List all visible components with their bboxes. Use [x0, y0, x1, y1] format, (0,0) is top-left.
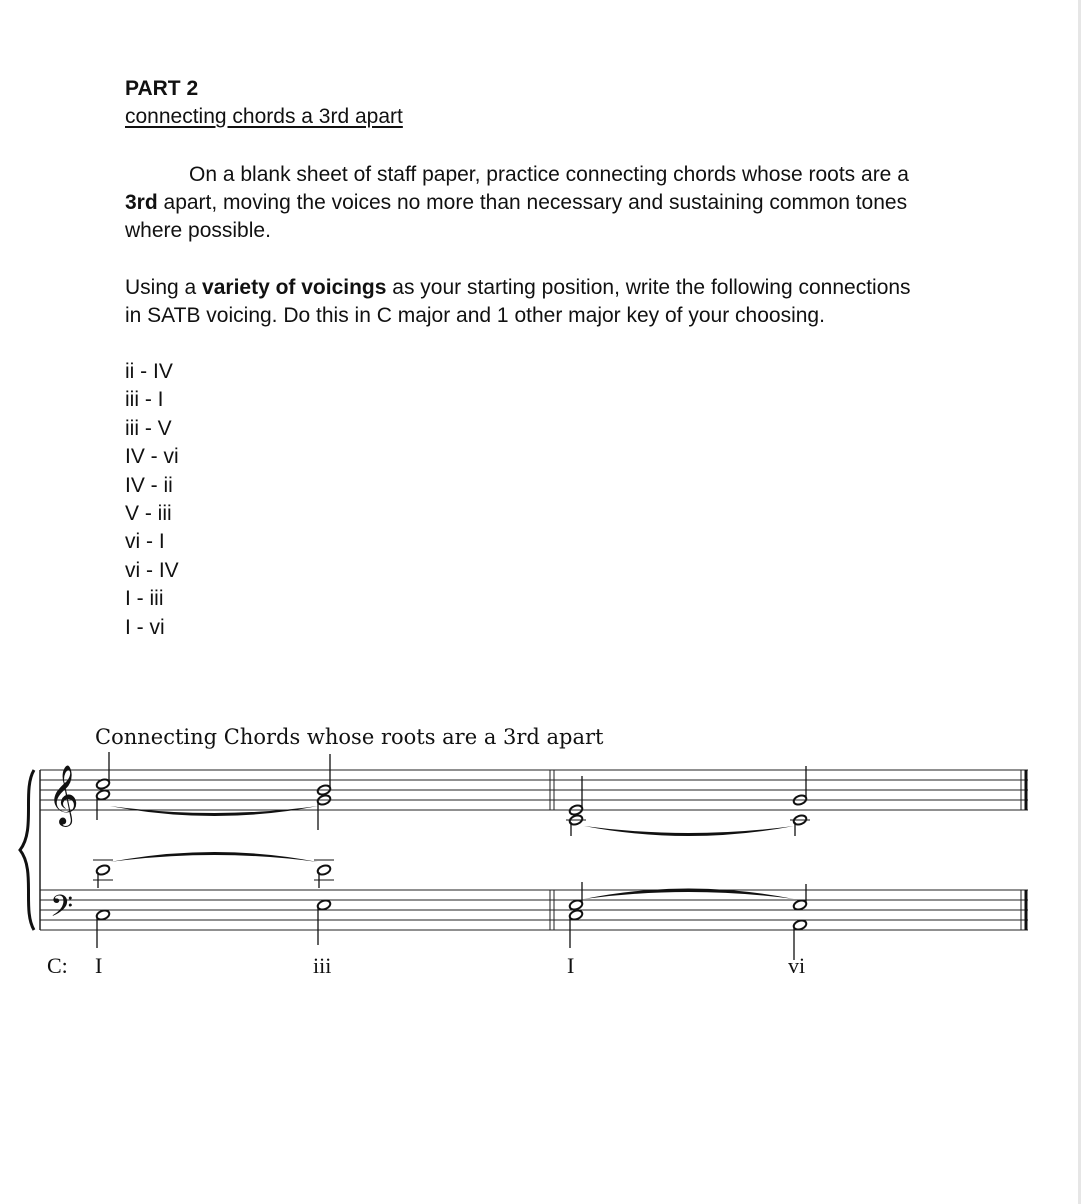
roman-numeral: I [567, 953, 575, 978]
p2-text-a: Using a [125, 276, 203, 299]
bass-clef-icon: 𝄢 [50, 890, 74, 931]
list-item: IV - vi [125, 445, 179, 469]
chord-vi [790, 766, 810, 960]
treble-clef-icon: 𝄞 [48, 765, 79, 825]
p2-text-b: as your starting position, write the following connections in SATB voicing. Do this in C major and 1 other major key of your choosing. [125, 276, 911, 327]
p1-text-a: On a blank sheet of staff paper, practice connecting chords whose roots are a [189, 163, 909, 186]
final-barline [1021, 770, 1026, 930]
list-item: I - vi [125, 615, 165, 639]
p1-text-b: apart, moving the voices no more than necessary and sustaining common tones where possible. [125, 191, 908, 242]
roman-numeral: iii [313, 953, 332, 978]
list-item: vi - I [125, 530, 165, 554]
list-item: IV - ii [125, 473, 173, 497]
part-heading: PART 2 [125, 77, 199, 100]
chord-iii [314, 754, 334, 945]
part-subheading: connecting chords a 3rd apart [125, 105, 403, 128]
chord-i [93, 752, 113, 948]
roman-numeral: vi [788, 953, 806, 978]
list-item: ii - IV [125, 360, 173, 383]
treble-staff [40, 770, 1028, 810]
p2-bold: variety of voicings [202, 276, 387, 299]
roman-numeral: I [95, 953, 103, 978]
list-item: V - iii [125, 502, 172, 526]
ties [110, 806, 794, 899]
list-item: iii - I [125, 388, 164, 412]
double-barline [550, 770, 554, 930]
list-item: iii - V [125, 416, 172, 440]
score-title: Connecting Chords whose roots are a 3rd apart [95, 725, 604, 749]
list-item: I - iii [125, 587, 164, 611]
list-item: vi - IV [125, 558, 179, 582]
key-label: C: [47, 953, 68, 978]
bass-staff [40, 890, 1028, 930]
chord-i-second [566, 776, 586, 948]
brace [20, 770, 34, 930]
p1-bold: 3rd [125, 191, 158, 214]
